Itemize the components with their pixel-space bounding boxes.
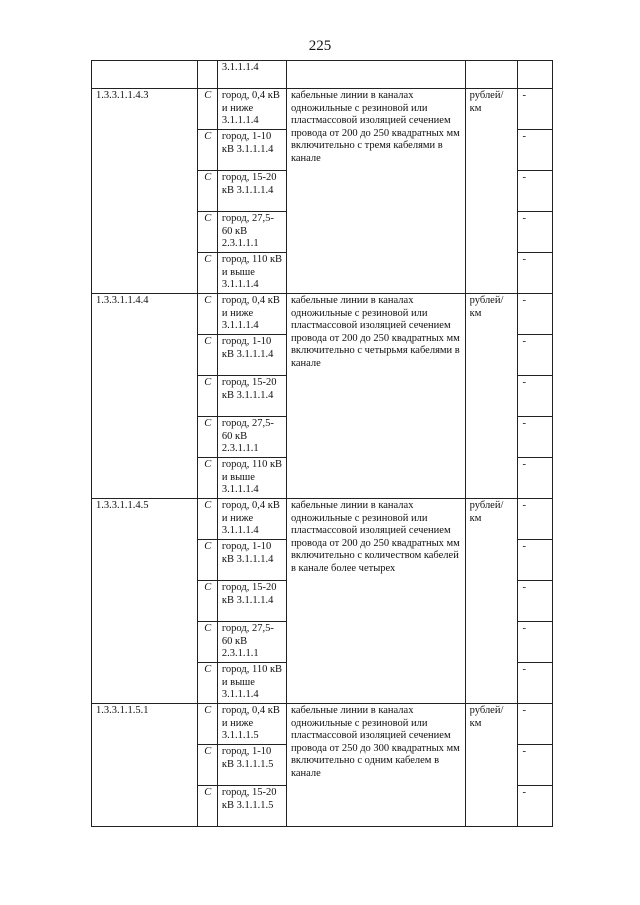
tension-cell: город, 1-10 кВ 3.1.1.1.4	[217, 540, 286, 581]
value-cell: -	[518, 130, 553, 171]
tension-cell: город, 1-10 кВ 3.1.1.1.5	[217, 745, 286, 786]
letter-cell: С	[197, 171, 217, 212]
unit-cell: рублей/ км	[465, 704, 518, 827]
value-cell: -	[518, 253, 553, 294]
tension-cell: город, 15-20 кВ 3.1.1.1.4	[217, 171, 286, 212]
value-cell: -	[518, 745, 553, 786]
value-cell: -	[518, 704, 553, 745]
tension-cell: город, 0,4 кВ и ниже 3.1.1.1.4	[217, 294, 286, 335]
letter-cell: С	[197, 745, 217, 786]
value-cell: -	[518, 212, 553, 253]
tension-cell: город, 1-10 кВ 3.1.1.1.4	[217, 335, 286, 376]
value-cell: -	[518, 89, 553, 130]
value-cell: -	[518, 499, 553, 540]
letter-cell: С	[197, 376, 217, 417]
letter-cell: С	[197, 540, 217, 581]
value-cell	[518, 61, 553, 89]
letter-cell: С	[197, 581, 217, 622]
tension-cell: город, 27,5-60 кВ 2.3.1.1.1	[217, 212, 286, 253]
letter-cell: С	[197, 663, 217, 704]
unit-cell: рублей/ км	[465, 294, 518, 499]
value-cell: -	[518, 458, 553, 499]
value-cell: -	[518, 171, 553, 212]
tension-cell: город, 110 кВ и выше 3.1.1.1.4	[217, 458, 286, 499]
code-cell: 1.3.3.1.1.5.1	[92, 704, 198, 827]
description-cell: кабельные линии в каналах одножильные с резиновой или пластмассовой изоляцией сечением провода от 200 до 250 квадратных мм включительно с тремя кабелями в канале	[286, 89, 465, 294]
value-cell: -	[518, 622, 553, 663]
page-number: 225	[308, 38, 332, 54]
tension-cell: город, 15-20 кВ 3.1.1.1.4	[217, 581, 286, 622]
value-cell: -	[518, 786, 553, 827]
letter-cell: С	[197, 458, 217, 499]
tension-cell: город, 110 кВ и выше 3.1.1.1.4	[217, 253, 286, 294]
tension-cell: город, 0,4 кВ и ниже 3.1.1.1.4	[217, 89, 286, 130]
description-cell: кабельные линии в каналах одножильные с резиновой или пластмассовой изоляцией сечением провода от 250 до 300 квадратных мм включительно с одним кабелем в канале	[286, 704, 465, 827]
value-cell: -	[518, 581, 553, 622]
table-row	[92, 294, 553, 335]
letter-cell: С	[197, 499, 217, 540]
tension-cell: город, 110 кВ и выше 3.1.1.1.4	[217, 663, 286, 704]
letter-cell: С	[197, 622, 217, 663]
tension-cell: город, 15-20 кВ 3.1.1.1.5	[217, 786, 286, 827]
tariff-table-body	[92, 61, 553, 827]
letter-cell: С	[197, 130, 217, 171]
value-cell: -	[518, 335, 553, 376]
letter-cell: С	[197, 212, 217, 253]
table-row	[92, 89, 553, 130]
table-row	[92, 704, 553, 745]
code-cell: 1.3.3.1.1.4.5	[92, 499, 198, 704]
description-cell	[286, 61, 465, 89]
tension-cell: город, 15-20 кВ 3.1.1.1.4	[217, 376, 286, 417]
code-cell: 1.3.3.1.1.4.4	[92, 294, 198, 499]
value-cell: -	[518, 417, 553, 458]
letter-cell: С	[197, 417, 217, 458]
value-cell: -	[518, 294, 553, 335]
letter-cell: С	[197, 335, 217, 376]
tariff-table	[91, 60, 553, 827]
unit-cell	[465, 61, 518, 89]
value-cell: -	[518, 663, 553, 704]
letter-cell	[197, 61, 217, 89]
code-cell: 1.3.3.1.1.4.3	[92, 89, 198, 294]
table-row	[92, 499, 553, 540]
tension-cell: город, 1-10 кВ 3.1.1.1.4	[217, 130, 286, 171]
tension-cell: город, 0,4 кВ и ниже 3.1.1.1.4	[217, 499, 286, 540]
tension-cell: город, 27,5-60 кВ 2.3.1.1.1	[217, 417, 286, 458]
letter-cell: С	[197, 294, 217, 335]
tension-cell: 3.1.1.1.4	[217, 61, 286, 89]
letter-cell: С	[197, 704, 217, 745]
letter-cell: С	[197, 89, 217, 130]
tension-cell: город, 0,4 кВ и ниже 3.1.1.1.5	[217, 704, 286, 745]
continuation-row	[92, 61, 553, 89]
letter-cell: С	[197, 786, 217, 827]
letter-cell: С	[197, 253, 217, 294]
unit-cell: рублей/ км	[465, 89, 518, 294]
value-cell: -	[518, 376, 553, 417]
unit-cell: рублей/ км	[465, 499, 518, 704]
description-cell: кабельные линии в каналах одножильные с резиновой или пластмассовой изоляцией сечением провода от 200 до 250 квадратных мм включительно с четырьмя кабелями в канале	[286, 294, 465, 499]
value-cell: -	[518, 540, 553, 581]
tension-cell: город, 27,5-60 кВ 2.3.1.1.1	[217, 622, 286, 663]
code-cell	[92, 61, 198, 89]
description-cell: кабельные линии в каналах одножильные с резиновой или пластмассовой изоляцией сечением провода от 200 до 250 квадратных мм включительно с количеством кабелей в канале более четырех	[286, 499, 465, 704]
